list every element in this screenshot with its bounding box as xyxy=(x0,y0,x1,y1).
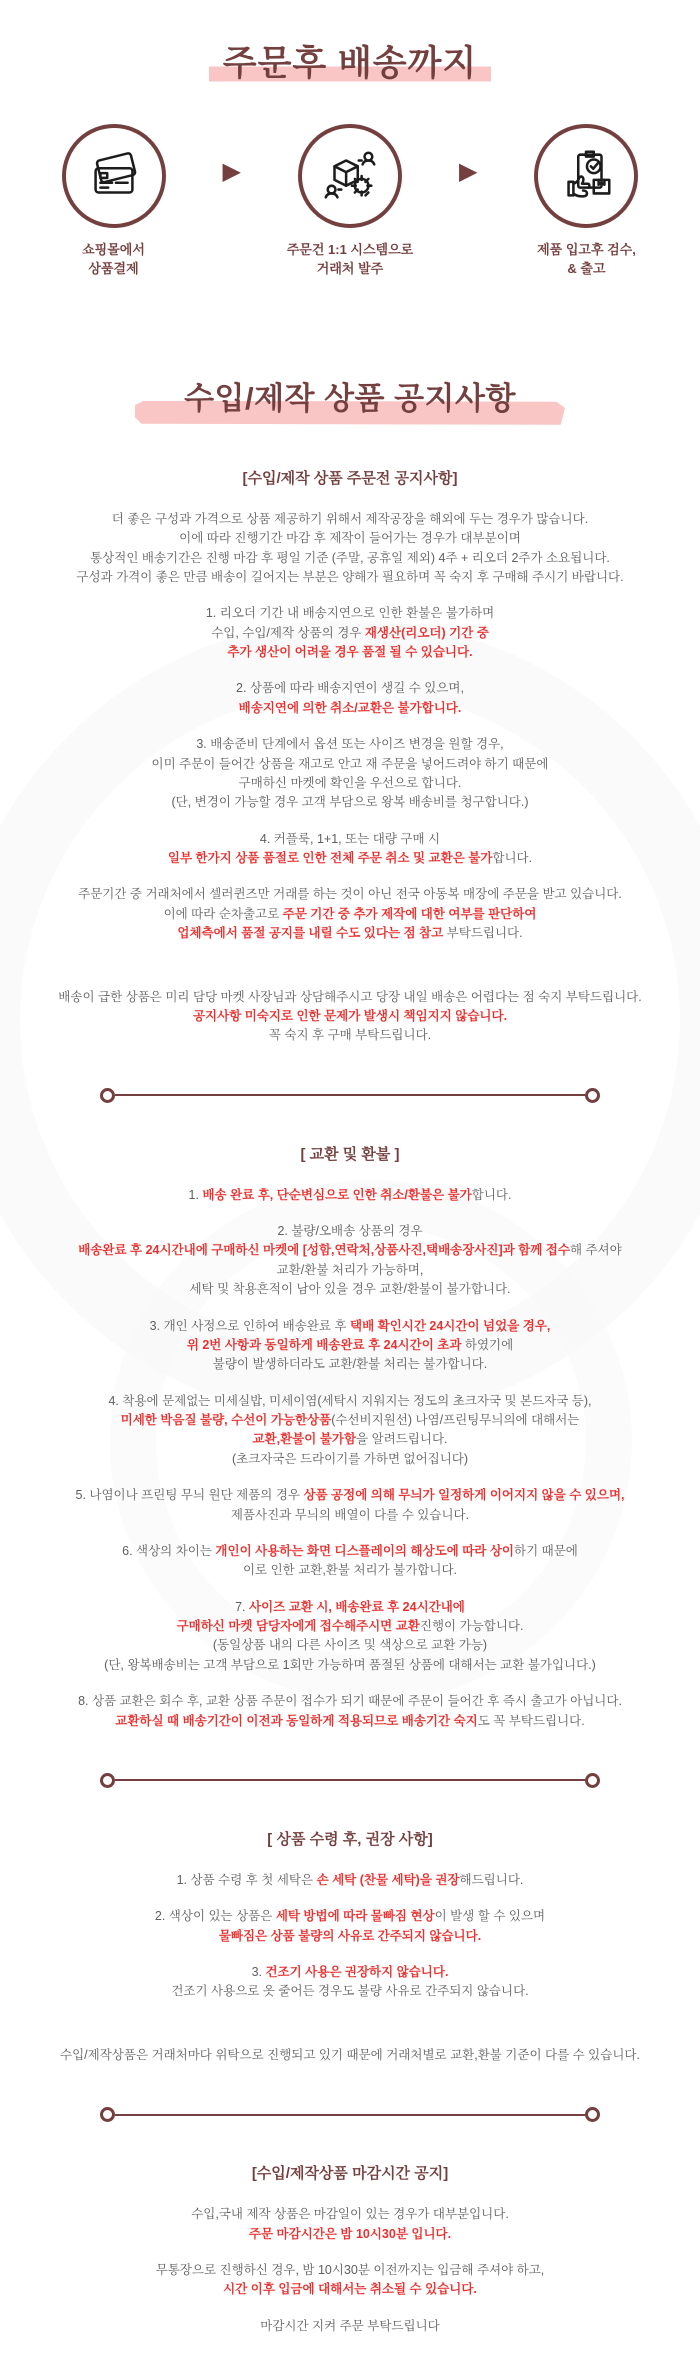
section-deadline-notice xyxy=(20,2162,680,2336)
notice-text: 도 꼭 부탁드립니다. xyxy=(477,1713,585,1728)
notice-text-emphasis: 일부 한가지 상품 품절로 인한 전체 주문 취소 및 교환은 불가 xyxy=(167,851,493,865)
section-divider xyxy=(100,1773,600,1788)
notice-text: 합니다. xyxy=(471,1187,512,1202)
divider-line xyxy=(115,1094,585,1096)
notice-text: (단, 변경이 가능할 경우 고객 부담으로 왕복 배송비를 청구합니다.) xyxy=(171,795,529,810)
notice-text-emphasis: 미세한 박음질 불량, 수선이 가능한상품 xyxy=(120,1413,332,1427)
flow-arrow-icon: ▶ xyxy=(222,157,241,185)
notice-text-emphasis: 주문 기간 중 추가 제작에 대한 여부를 판단하여 xyxy=(282,906,537,921)
notice-text: 불량이 발생하더라도 교환/환불 처리는 불가합니다. xyxy=(212,1357,488,1372)
notice-paragraph xyxy=(20,1692,680,1731)
notice-text: 더 좋은 구성과 가격으로 상품 제공하기 위해서 제작공장을 해외에 두는 경우가 많습니다. xyxy=(111,511,589,526)
notice-text: 제품사진과 무늬의 배열이 다를 수 있습니다. xyxy=(230,1507,470,1522)
receive-inspect-icon xyxy=(555,145,617,207)
notice-text: 8. 상품 교환은 회수 후, 교환 상품 주문이 접수가 되기 때문에 주문이 들어간 후 즉시 출고가 아닙니다. xyxy=(78,1694,622,1709)
notice-paragraph xyxy=(20,735,680,813)
notice-paragraph xyxy=(20,1871,680,1890)
step-label-line2: & 출고 xyxy=(567,261,606,277)
notice-text: 하였기에 xyxy=(461,1337,514,1352)
notice-text: 수입, 수입/제작 상품의 경우 xyxy=(211,625,365,640)
notice-text-emphasis: 배송완료 후 24시간내에 구매하신 마켓에 [성함,연락처,상품사진,택배송장사진]과 함께 접수 xyxy=(78,1243,570,1258)
section-body xyxy=(20,2205,680,2336)
notice-text-emphasis: 택배 확인시간 24시간이 넘었을 경우, xyxy=(350,1318,551,1333)
notice-paragraph xyxy=(20,1542,680,1581)
notice-text: 이미 주문이 들어간 상품을 재고로 안고 재 주문을 넣어드려야 하기 때문에 xyxy=(151,756,549,771)
notice-text-emphasis: 손 세탁 (찬물 세탁)을 권장 xyxy=(316,1872,460,1887)
notice-text: 해 주셔야 xyxy=(569,1243,622,1258)
notice-text: 7. xyxy=(235,1599,250,1614)
notice-paragraph xyxy=(20,1907,680,1946)
notice-text: 1. 리오더 기간 내 배송지연으로 인한 환불은 불가하며 xyxy=(205,606,495,621)
notice-text: (수선비지원선) 나염/프린팅무늬의에 대해서는 xyxy=(331,1413,580,1427)
notice-text: 배송이 급한 상품은 미리 담당 마켓 사장님과 상담해주시고 당장 내일 배송은 어렵다는 점 숙지 부탁드립니다. xyxy=(58,989,642,1004)
notice-text-emphasis: 개인이 사용하는 화면 디스플레이의 해상도에 따라 상이 xyxy=(215,1543,514,1558)
notice-banner-title: 수입/제작 상품 공지사항 xyxy=(184,380,516,416)
notice-text: 이로 인한 교환,환불 처리가 불가합니다. xyxy=(242,1563,458,1578)
notice-text: 6. 색상의 차이는 xyxy=(122,1543,216,1558)
section-divider xyxy=(100,2107,600,2122)
notice-text-emphasis: 물빠짐은 상품 불량의 사유로 간주되지 않습니다. xyxy=(218,1928,482,1943)
notice-text: 수입/제작상품은 거래처마다 위탁으로 진행되고 있기 때문에 거래처별로 교환,환불 기준이 다를 수 있습니다. xyxy=(60,2047,640,2062)
notice-text-emphasis: 교환하실 때 배송기간이 이전과 동일하게 적용되므로 배송기간 숙지 xyxy=(115,1713,478,1728)
notice-paragraph xyxy=(20,1392,680,1470)
notice-paragraph xyxy=(20,510,680,588)
divider-ring-right xyxy=(585,1088,600,1103)
section-divider xyxy=(100,1088,600,1103)
notice-paragraph xyxy=(20,679,680,718)
step-label-line1: 쇼핑몰에서 xyxy=(82,241,145,257)
notice-text: 이 발생 할 수 있으며 xyxy=(434,1909,546,1924)
page-title-text: 주문후 배송까지 xyxy=(209,44,491,83)
notice-text: (초크자국은 드라이기를 가하면 없어집니다) xyxy=(231,1451,469,1466)
step-label xyxy=(29,240,199,279)
notice-text: 수입,국내 제작 상품은 마감일이 있는 경우가 대부분입니다. xyxy=(191,2207,509,2222)
notice-text: 이에 따라 진행기간 마감 후 제작이 들어가는 경우가 대부분이며 xyxy=(179,531,521,546)
step-circle xyxy=(62,124,166,228)
process-step-order-system xyxy=(265,124,435,279)
notice-text: 세탁 및 착용흔적이 남아 있을 경우 교환/환불이 불가합니다. xyxy=(189,1282,511,1297)
divider-ring-left xyxy=(100,2107,115,2122)
notice-text: 통상적인 배송기간은 진행 마감 후 평일 기준 (주말, 공휴일 제외) 4주 + 리오더 2주가 소요됩니다. xyxy=(90,550,610,565)
notice-paragraph xyxy=(20,2205,680,2244)
notice-paragraph xyxy=(20,604,680,662)
notice-text: 하기 때문에 xyxy=(514,1543,578,1558)
notice-text: 1. xyxy=(188,1187,203,1202)
notice-text: 마감시간 지켜 주문 부탁드립니다 xyxy=(260,2318,440,2333)
notice-text: 5. 나염이나 프린팅 무늬 원단 제품의 경우 xyxy=(75,1488,304,1503)
section-body xyxy=(20,510,680,1046)
notice-text: 합니다. xyxy=(492,851,533,865)
divider-ring-right xyxy=(585,2107,600,2122)
section-pre-order-notice xyxy=(20,467,680,1046)
notice-text: 구성과 가격이 좋은 만큼 배송이 길어지는 부분은 양해가 필요하며 꼭 숙지 후 구매해 주시기 바랍니다. xyxy=(76,569,624,584)
divider-line xyxy=(115,2114,585,2116)
notice-text-emphasis: 추가 생산이 어려울 경우 품절 될 수 있습니다. xyxy=(227,645,473,659)
notice-text-emphasis: 업체측에서 품절 공지를 내릴 수도 있다는 점 참고 xyxy=(177,926,444,941)
section-exchange-refund xyxy=(20,1143,680,1731)
step-label-line2: 상품결제 xyxy=(88,261,139,277)
credit-card-icon xyxy=(83,145,145,207)
notice-text: 4. 착용에 문제없는 미세실밥, 미세이염(세탁시 지워지는 정도의 초크자국 및 본드자국 등), xyxy=(108,1393,592,1408)
notice-text: 교환/환불 처리가 가능하며, xyxy=(276,1262,424,1277)
notice-paragraph xyxy=(20,1317,680,1375)
step-label-line1: 주문건 1:1 시스템으로 xyxy=(286,241,414,257)
process-step-inspection xyxy=(501,124,671,279)
notice-text-emphasis: 사이즈 교환 시, 배송완료 후 24시간내에 xyxy=(249,1599,465,1614)
notice-paragraph xyxy=(20,988,680,1046)
notice-text: 4. 커플룩, 1+1, 또는 대량 구매 시 xyxy=(259,831,441,846)
notice-text: 3. 개인 사정으로 인하여 배송완료 후 xyxy=(149,1318,350,1333)
section-heading: [수입/제작 상품 주문전 공지사항] xyxy=(242,469,458,487)
section-heading: [ 상품 수령 후, 권장 사항] xyxy=(267,1830,433,1848)
notice-text: 3. 배송준비 단계에서 옵션 또는 사이즈 변경을 원할 경우, xyxy=(196,737,504,752)
notice-text: 1. 상품 수령 후 첫 세탁은 xyxy=(176,1872,317,1887)
step-label-line2: 거래처 발주 xyxy=(316,261,384,277)
notice-text: 꼭 숙지 후 구매 부탁드립니다. xyxy=(268,1028,432,1043)
notice-text-emphasis: 교환,환불이 불가함 xyxy=(252,1432,357,1447)
step-label-line1: 제품 입고후 검수, xyxy=(537,241,636,257)
notice-text-emphasis: 주문 마감시간은 밤 10시30분 입니다. xyxy=(248,2226,452,2241)
notice-paragraph xyxy=(20,2261,680,2300)
notice-text-emphasis: 세탁 방법에 따라 물빠짐 현상 xyxy=(275,1909,435,1924)
notice-paragraph xyxy=(20,1963,680,2002)
step-label xyxy=(501,240,671,279)
notice-paragraph xyxy=(20,2317,680,2336)
notice-text: (단, 왕복배송비는 고객 부담으로 1회만 가능하며 품절된 상품에 대해서는 교환 불가입니다.) xyxy=(104,1657,596,1672)
notice-text: 을 알려드립니다. xyxy=(356,1432,448,1447)
notice-paragraph xyxy=(20,885,680,943)
page-title xyxy=(20,42,680,86)
notice-text-emphasis: 배송 완료 후, 단순변심으로 인한 취소/환불은 불가 xyxy=(202,1187,472,1202)
notice-text: 무통장으로 진행하신 경우, 밤 10시30분 이전까지는 입금해 주셔야 하고, xyxy=(155,2262,545,2277)
order-system-icon xyxy=(319,145,381,207)
notice-text: 2. 불량/오배송 상품의 경우 xyxy=(277,1224,423,1238)
section-body xyxy=(20,1186,680,1731)
notice-text: (동일상품 내의 다른 사이즈 및 색상으로 교환 가능) xyxy=(212,1638,488,1653)
order-process-flow xyxy=(20,124,680,279)
notice-banner xyxy=(135,371,565,427)
notice-text: 주문기간 중 거래처에서 셀러퀸즈만 거래를 하는 것이 아닌 전국 아동복 매장에 주문을 받고 있습니다. xyxy=(78,887,622,902)
notice-text: 3. xyxy=(251,1965,266,1979)
notice-paragraph xyxy=(20,1186,680,1205)
notice-text-emphasis: 시간 이후 입금에 대해서는 취소될 수 있습니다. xyxy=(223,2282,477,2297)
notice-text-emphasis: 배송지연에 의한 취소/교환은 불가합니다. xyxy=(238,700,462,715)
notice-text-emphasis: 위 2번 사항과 동일하게 배송완료 후 24시간이 초과 xyxy=(186,1337,462,1352)
notice-text-emphasis: 건조기 사용은 권장하지 않습니다. xyxy=(265,1965,449,1979)
process-step-payment xyxy=(29,124,199,279)
divider-ring-left xyxy=(100,1773,115,1788)
notice-text: 해드립니다. xyxy=(459,1872,524,1887)
section-body xyxy=(20,1871,680,2065)
notice-paragraph xyxy=(20,1222,680,1300)
step-label xyxy=(265,240,435,279)
step-circle xyxy=(298,124,402,228)
step-circle xyxy=(534,124,638,228)
notice-text-emphasis: 재생산(리오더) 기간 중 xyxy=(364,625,489,640)
divider-line xyxy=(115,1779,585,1781)
notice-text: 2. 색상이 있는 상품은 xyxy=(154,1909,276,1924)
notice-text: 2. 상품에 따라 배송지연이 생길 수 있으며, xyxy=(236,681,464,696)
notice-text: 진행이 가능합니다. xyxy=(419,1619,524,1633)
divider-ring-right xyxy=(585,1773,600,1788)
flow-arrow-icon: ▶ xyxy=(459,157,478,185)
notice-text: 이에 따라 순차출고로 xyxy=(163,906,283,921)
notice-paragraph xyxy=(20,2046,680,2065)
notice-text: 부탁드립니다. xyxy=(443,926,523,941)
notice-text: 구매하신 마켓에 확인을 우선으로 합니다. xyxy=(238,775,462,790)
divider-ring-left xyxy=(100,1088,115,1103)
notice-text-emphasis: 공지사항 미숙지로 인한 문제가 발생시 책임지지 않습니다. xyxy=(192,1008,508,1023)
notice-text-emphasis: 상품 공정에 의해 무늬가 일정하게 이어지지 않을 수 있으며, xyxy=(303,1488,625,1503)
section-heading: [ 교환 및 환불 ] xyxy=(300,1145,400,1163)
notice-paragraph xyxy=(20,1598,680,1676)
notice-text: 건조기 사용으로 옷 줄어든 경우도 불량 사유로 간주되지 않습니다. xyxy=(171,1984,529,1999)
notice-paragraph xyxy=(20,1486,680,1525)
notice-paragraph xyxy=(20,830,680,869)
section-heading: [수입/제작상품 마감시간 공지] xyxy=(251,2165,449,2183)
notice-text-emphasis: 구매하신 마켓 담당자에게 접수해주시면 교환 xyxy=(176,1619,420,1633)
